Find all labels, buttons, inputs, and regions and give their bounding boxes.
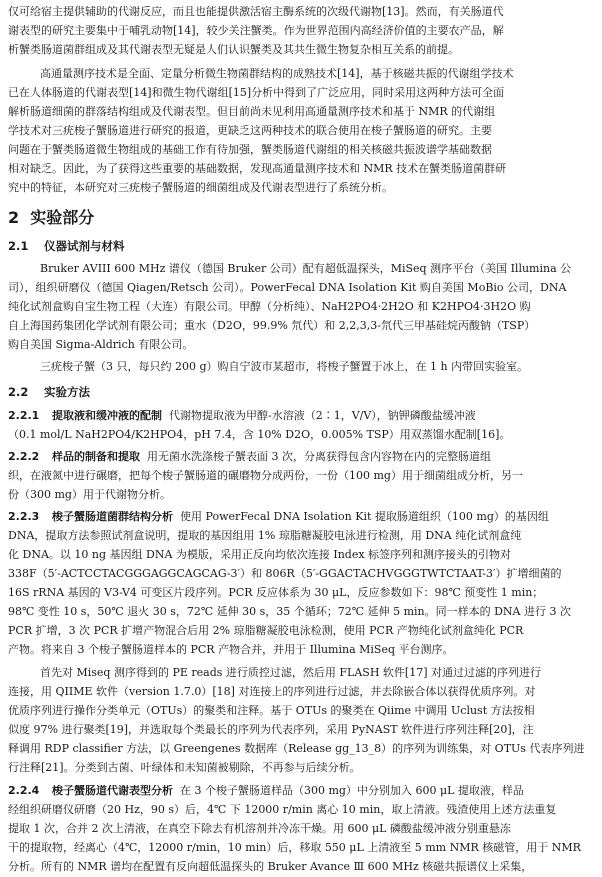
body-text-line: 高通量测序技术是全面、定量分析微生物菌群结构的成熟技术[14]，基于核磁共振的代谢组学技术 bbox=[40, 68, 514, 80]
subsection-number: 2.2 bbox=[8, 386, 29, 398]
body-text-line: 干的提取物，经离心（4℃，12000 r/min，10 min）后，移取 550 μL 上清液至 5 mm NMR 核磁管，用于 NMR bbox=[8, 842, 581, 854]
body-text-line: 用无菌水洗涤梭子蟹表面 3 次，分离获得包含内容物在内的完整肠道组 bbox=[147, 451, 491, 463]
subsubsection-number: 2.2.4 bbox=[8, 785, 40, 797]
subsubsection-number: 2.2.3 bbox=[8, 511, 40, 523]
body-text-line: 三疣梭子蟹（3 只，每只约 200 g）购自宁波市某超市，将梭子蟹置于冰上，在 1 h 内带回实验室。 bbox=[40, 361, 529, 373]
subsection-number: 2.1 bbox=[8, 240, 29, 252]
body-text-line: 究中的特征，本研究对三疣梭子蟹肠道的细菌组成及代谢表型进行了系统分析。 bbox=[8, 182, 393, 194]
body-text-line: 连接，用 QIIME 软件（version 1.7.0）[18] 对连接上的序列进行过滤，并去除嵌合体以获得优质序列。对 bbox=[8, 686, 536, 698]
body-text-line: PCR 扩增，3 次 PCR 扩增产物混合后用 2% 琼脂糖凝胶电泳检测，使用 PCR 产物纯化试剂盒纯化 PCR bbox=[8, 625, 524, 637]
body-text-line: 经组织研磨仪研磨（20 Hz，90 s）后，4℃ 下 12000 r/min 离心 10 min，取上清液。残渣使用上述方法重复 bbox=[8, 804, 557, 816]
paragraph-2-2-2-line bbox=[8, 451, 596, 463]
subsection-title: 实验方法 bbox=[44, 386, 90, 398]
paragraph-2-2-4-line bbox=[8, 785, 596, 797]
subsection-title: 仪器试剂与材料 bbox=[44, 240, 125, 252]
subsubsection-number: 2.2.2 bbox=[8, 451, 40, 463]
body-text-line: 使用 PowerFecal DNA Isolation Kit 提取肠道组织（100 mg）的基因组 bbox=[180, 511, 549, 523]
body-text-line: 解析肠道细菌的群落结构组成及代谢表型。但目前尚未见利用高通量测序技术和基于 NMR 的代谢组 bbox=[8, 106, 496, 118]
body-text-line: 仅可给宿主提供辅助的代谢反应，而且也能提供激活宿主酶系统的次级代谢物[13]。然而，有关肠道代 bbox=[8, 6, 504, 18]
body-text-line: 自上海国药集团化学试剂有限公司；重水（D2O，99.9% 氘代）和 2,2,3,3-氘代三甲基硅烷丙酸钠（TSP） bbox=[8, 320, 536, 332]
body-text-line: 织，在液氮中进行碾磨，把每个梭子蟹肠道的碾磨物分成两份，一份（100 mg）用于细菌组成分析，另一 bbox=[8, 470, 523, 482]
body-text-line: 司），组织研磨仪（德国 Qiagen/Retsch 公司）。PowerFecal DNA Isolation Kit 购自美国 MoBio 公司，DNA bbox=[8, 282, 567, 294]
body-text-line: 似度 97% 进行聚类[19]，并选取每个类最长的序列为代表序列，采用 PyNAST 软件进行序列注释[20]，注 bbox=[8, 724, 534, 736]
body-text-line: 谢表型的研究主要集中于哺乳动物[14]，较少关注蟹类。作为世界范围内高经济价值的主要农产品，解 bbox=[8, 25, 504, 37]
body-text-line: 优质序列进行操作分类单元（OTUs）的聚类和注释。基于 OTUs 的聚类在 Qiime 中调用 Uclust 方法按相 bbox=[8, 705, 535, 717]
section-heading bbox=[8, 208, 596, 228]
body-text-line: 提取 1 次，合并 2 次上清液，在真空下除去有机溶剂并冷冻干燥。用 600 μL 磷酸盐缓冲液分别重悬冻 bbox=[8, 823, 511, 835]
section-number: 2 bbox=[8, 208, 20, 227]
body-text-line: 产物。将来自 3 个梭子蟹肠道样本的 PCR 产物合并，并用于 Illumina MiSeq 平台测序。 bbox=[8, 644, 454, 656]
body-text-line: 纯化试剂盒购自宝生物工程（大连）有限公司。甲醇（分析纯）、NaH2PO4·2H2O 和 K2HPO4·3H2O 购 bbox=[8, 301, 531, 313]
body-text-line: （0.1 mol/L NaH2PO4/K2HPO4，pH 7.4，含 10% D2O，0.005% TSP）用双蒸馏水配制[16]。 bbox=[8, 429, 511, 441]
body-text-line: 释调用 RDP classifier 方法，以 Greengenes 数据库（Release gg_13_8）的序列为训练集，对 OTUs 代表序列进 bbox=[8, 743, 585, 755]
subsection-heading-2-1 bbox=[8, 240, 596, 252]
body-text-line: 问题在于蟹类肠道微生物组成的基础工作有待加强，蟹类肠道代谢组的相关核磁共振波谱学基础数据 bbox=[8, 144, 492, 156]
body-text-line: 化 DNA。以 10 ng 基因组 DNA 为模版，采用正反向均依次连接 Index 标签序列和测序接头的引物对 bbox=[8, 549, 512, 561]
body-text-line: 已在人体肠道的代谢表型[14]和微生物代谢组[15]分析中得到了广泛应用，同时采用这两种方法可全面 bbox=[8, 87, 505, 99]
section-title: 实验部分 bbox=[30, 208, 95, 227]
body-text-line: 分析。所有的 NMR 谱均在配置有反向超低温探头的 Bruker Avance Ⅲ 600 MHz 核磁共振谱仪上采集， bbox=[8, 861, 533, 873]
body-text-line: 相对缺乏。因此，为了获得这些重要的基础数据，发现高通量测序技术和 NMR 技术在蟹类肠道菌群研 bbox=[8, 163, 507, 175]
body-text-line: 16S rRNA 基因的 V3-V4 可变区片段序列。PCR 反应体系为 30 μL，反应参数如下：98℃ 预变性 1 min； bbox=[8, 587, 544, 599]
subsubsection-title: 梭子蟹肠道菌群结构分析 bbox=[52, 511, 173, 523]
subsubsection-title: 样品的制备和提取 bbox=[52, 451, 140, 463]
paragraph-2-2-1-line bbox=[8, 410, 596, 422]
subsection-heading-2-2 bbox=[8, 386, 596, 398]
body-text-line: 析蟹类肠道菌群组成及其代谢表型无疑是人们认识蟹类及其共生微生物复杂相互关系的前提。 bbox=[8, 44, 459, 56]
body-text-line: 代谢物提取液为甲醇-水溶液（2∶1，V/V），钠钾磷酸盐缓冲液 bbox=[169, 410, 476, 422]
body-text-line: Bruker AVIII 600 MHz 谱仪（德国 Bruker 公司）配有超低温探头，MiSeq 测序平台（美国 Illumina 公 bbox=[40, 263, 572, 275]
body-text-line: 份（300 mg）用于代谢物分析。 bbox=[8, 489, 171, 501]
body-text-line: 行注释[21]。分类到古菌、叶绿体和未知菌被剔除，不再参与后续分析。 bbox=[8, 762, 361, 774]
body-text-line: 98℃ 变性 10 s，50℃ 退火 30 s，72℃ 延伸 30 s，35 个循环；72℃ 延伸 5 min。同一样本的 DNA 进行 3 次 bbox=[8, 606, 571, 618]
body-text-line: 学技术对三疣梭子蟹肠道进行研究的报道，更缺乏这两种技术的联合使用在梭子蟹肠道的研究。主要 bbox=[8, 125, 492, 137]
body-text-line: 首先对 Miseq 测序得到的 PE reads 进行质控过滤，然后用 FLASH 软件[17] 对通过过滤的序列进行 bbox=[40, 667, 541, 679]
body-text-line: DNA，提取方法参照试剂盒说明，提取的基因组用 1% 琼脂糖凝胶电泳进行检测，用 DNA 纯化试剂盒纯 bbox=[8, 530, 522, 542]
body-text-line: 在 3 个梭子蟹肠道样品（300 mg）中分别加入 600 μL 提取液，样品 bbox=[180, 785, 524, 797]
body-text-line: 购自美国 Sigma-Aldrich 有限公司。 bbox=[8, 339, 194, 351]
body-text-line: 338F（5′-ACTCCTACGGGAGGCAGCAG-3′）和 806R（5′-GGACTACHVGGGTWTCTAAT-3′）扩增细菌的 bbox=[8, 568, 562, 580]
subsubsection-title: 提取液和缓冲液的配制 bbox=[52, 410, 162, 422]
subsubsection-number: 2.2.1 bbox=[8, 410, 40, 422]
paragraph-2-2-3-line bbox=[8, 511, 596, 523]
subsubsection-title: 梭子蟹肠道代谢表型分析 bbox=[52, 785, 173, 797]
